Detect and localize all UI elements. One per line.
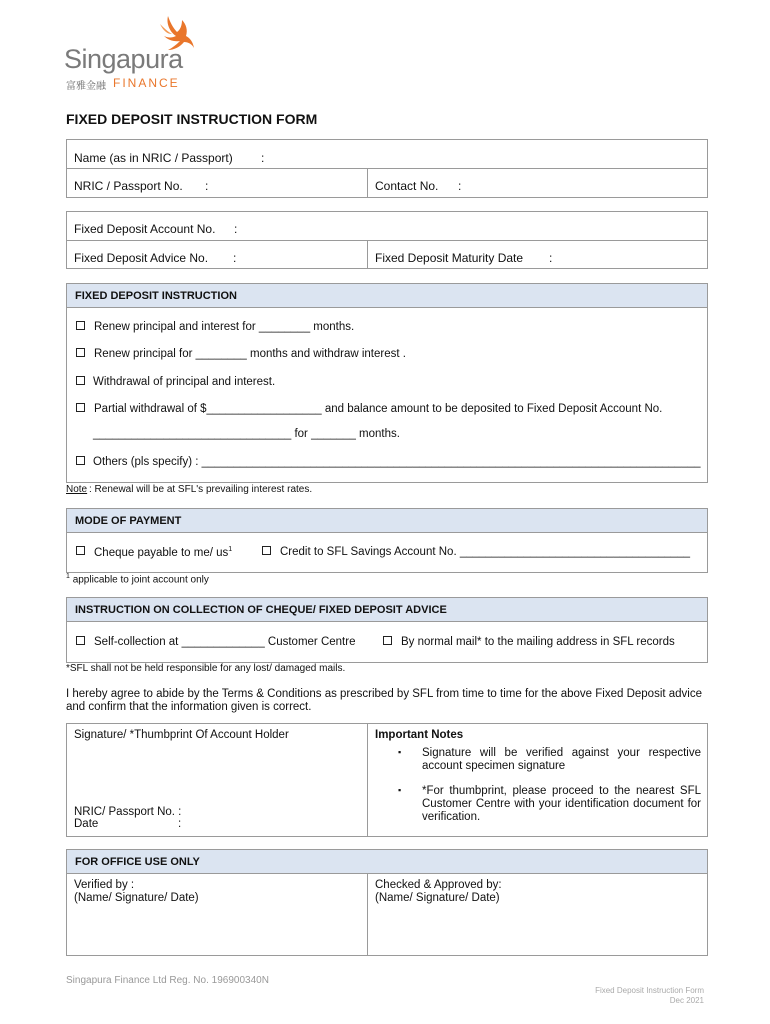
- footer-version: Dec 2021: [669, 996, 704, 1005]
- others-label: Others (pls specify) : ______________________________________________________________________________: [93, 456, 701, 468]
- checked-sub: (Name/ Signature/ Date): [375, 892, 500, 904]
- agreement-text: I hereby agree to abide by the Terms & Conditions as prescribed by SFL from time to time for the above Fixed Deposit advice and confirm that the information given is correct.: [66, 688, 703, 713]
- signature-date-colon: :: [178, 818, 182, 830]
- checked-label: Checked & Approved by:: [375, 879, 502, 891]
- bullet-icon: ▪: [398, 747, 402, 757]
- maturity-colon: :: [549, 251, 553, 265]
- renew-principal-interest-label: Renew principal and interest for ________ months.: [94, 321, 355, 333]
- verified-sub: (Name/ Signature/ Date): [74, 892, 199, 904]
- cheque-label: Cheque payable to me/ $us^1$: [94, 546, 233, 559]
- normal-mail-checkbox[interactable]: [383, 636, 392, 645]
- important-notes-title: Important Notes: [375, 729, 464, 741]
- normal-mail-label: By normal mail* to the mailing address in SFL records: [401, 636, 675, 648]
- form-title: FIXED DEPOSIT INSTRUCTION FORM: [66, 111, 318, 127]
- nric-label: NRIC / Passport No.: [74, 179, 183, 193]
- note-label: Note: [66, 484, 88, 495]
- renew-principal-interest-checkbox[interactable]: [76, 321, 85, 330]
- withdrawal-checkbox[interactable]: [76, 376, 85, 385]
- others-checkbox[interactable]: [76, 456, 85, 465]
- footer-company: Singapura Finance Ltd Reg. No. 196900340N: [66, 975, 269, 986]
- withdrawal-label: Withdrawal of principal and interest.: [93, 376, 276, 388]
- office-header: FOR OFFICE USE ONLY: [66, 849, 708, 874]
- fd-account-label: Fixed Deposit Account No.: [74, 222, 216, 236]
- payment-header: MODE OF PAYMENT: [66, 508, 708, 533]
- credit-savings-label: Credit to SFL Savings Account No. ____________________________________: [280, 546, 691, 558]
- logo: [64, 14, 204, 92]
- name-colon: :: [261, 151, 265, 165]
- advice-colon: :: [233, 251, 237, 265]
- contact-label: Contact No.: [375, 179, 439, 193]
- verified-label: Verified by :: [74, 879, 135, 891]
- signature-nric-label: NRIC/ Passport No. :: [74, 806, 182, 818]
- name-label: Name (as in NRIC / Passport): [74, 151, 233, 165]
- self-collection-checkbox[interactable]: [76, 636, 85, 645]
- footer-form-name: Fixed Deposit Instruction Form: [595, 986, 704, 995]
- bullet-icon: ▪: [398, 785, 402, 795]
- advice-label: Fixed Deposit Advice No.: [74, 251, 209, 265]
- partial-withdrawal-label: Partial withdrawal of $__________________ and balance amount to be deposited to Fixed Deposit Account No.: [94, 403, 663, 415]
- logo-chinese: 富雅金融: [66, 81, 106, 92]
- self-collection-label: Self-collection at _____________ Customer Centre: [94, 636, 356, 648]
- payment-footnote: $^1$ applicable to joint account only: [66, 573, 209, 586]
- cheque-superscript: 1: [228, 546, 233, 553]
- partial-withdrawal-checkbox[interactable]: [76, 403, 85, 412]
- note-text: : Renewal will be at SFL's prevailing interest rates.: [89, 484, 313, 495]
- maturity-label: Fixed Deposit Maturity Date: [375, 251, 524, 265]
- partial-withdrawal-continued: _______________________________ for _______ months.: [93, 428, 400, 440]
- instruction-header: FIXED DEPOSIT INSTRUCTION: [66, 283, 708, 308]
- signature-date-label: Date: [74, 818, 99, 830]
- fd-account-colon: :: [234, 222, 238, 236]
- renew-principal-label: Renew principal for ________ months and withdraw interest .: [94, 348, 406, 360]
- credit-savings-checkbox[interactable]: [262, 546, 271, 555]
- important-note-2: *For thumbprint, please proceed to the nearest SFL Customer Centre with your identification document for verification.: [422, 785, 701, 823]
- signature-label: Signature/ *Thumbprint Of Account Holder: [74, 729, 289, 741]
- logo-name: Singapura: [64, 44, 183, 74]
- cheque-checkbox[interactable]: [76, 546, 85, 555]
- collection-header: INSTRUCTION ON COLLECTION OF CHEQUE/ FIXED DEPOSIT ADVICE: [66, 597, 708, 622]
- contact-colon: :: [458, 179, 462, 193]
- logo-finance: FINANCE: [113, 76, 180, 90]
- renew-principal-checkbox[interactable]: [76, 348, 85, 357]
- nric-colon: :: [205, 179, 209, 193]
- collection-footnote: *SFL shall not be held responsible for any lost/ damaged mails.: [66, 663, 346, 674]
- important-note-1: Signature will be verified against your respective account specimen signature: [422, 747, 701, 772]
